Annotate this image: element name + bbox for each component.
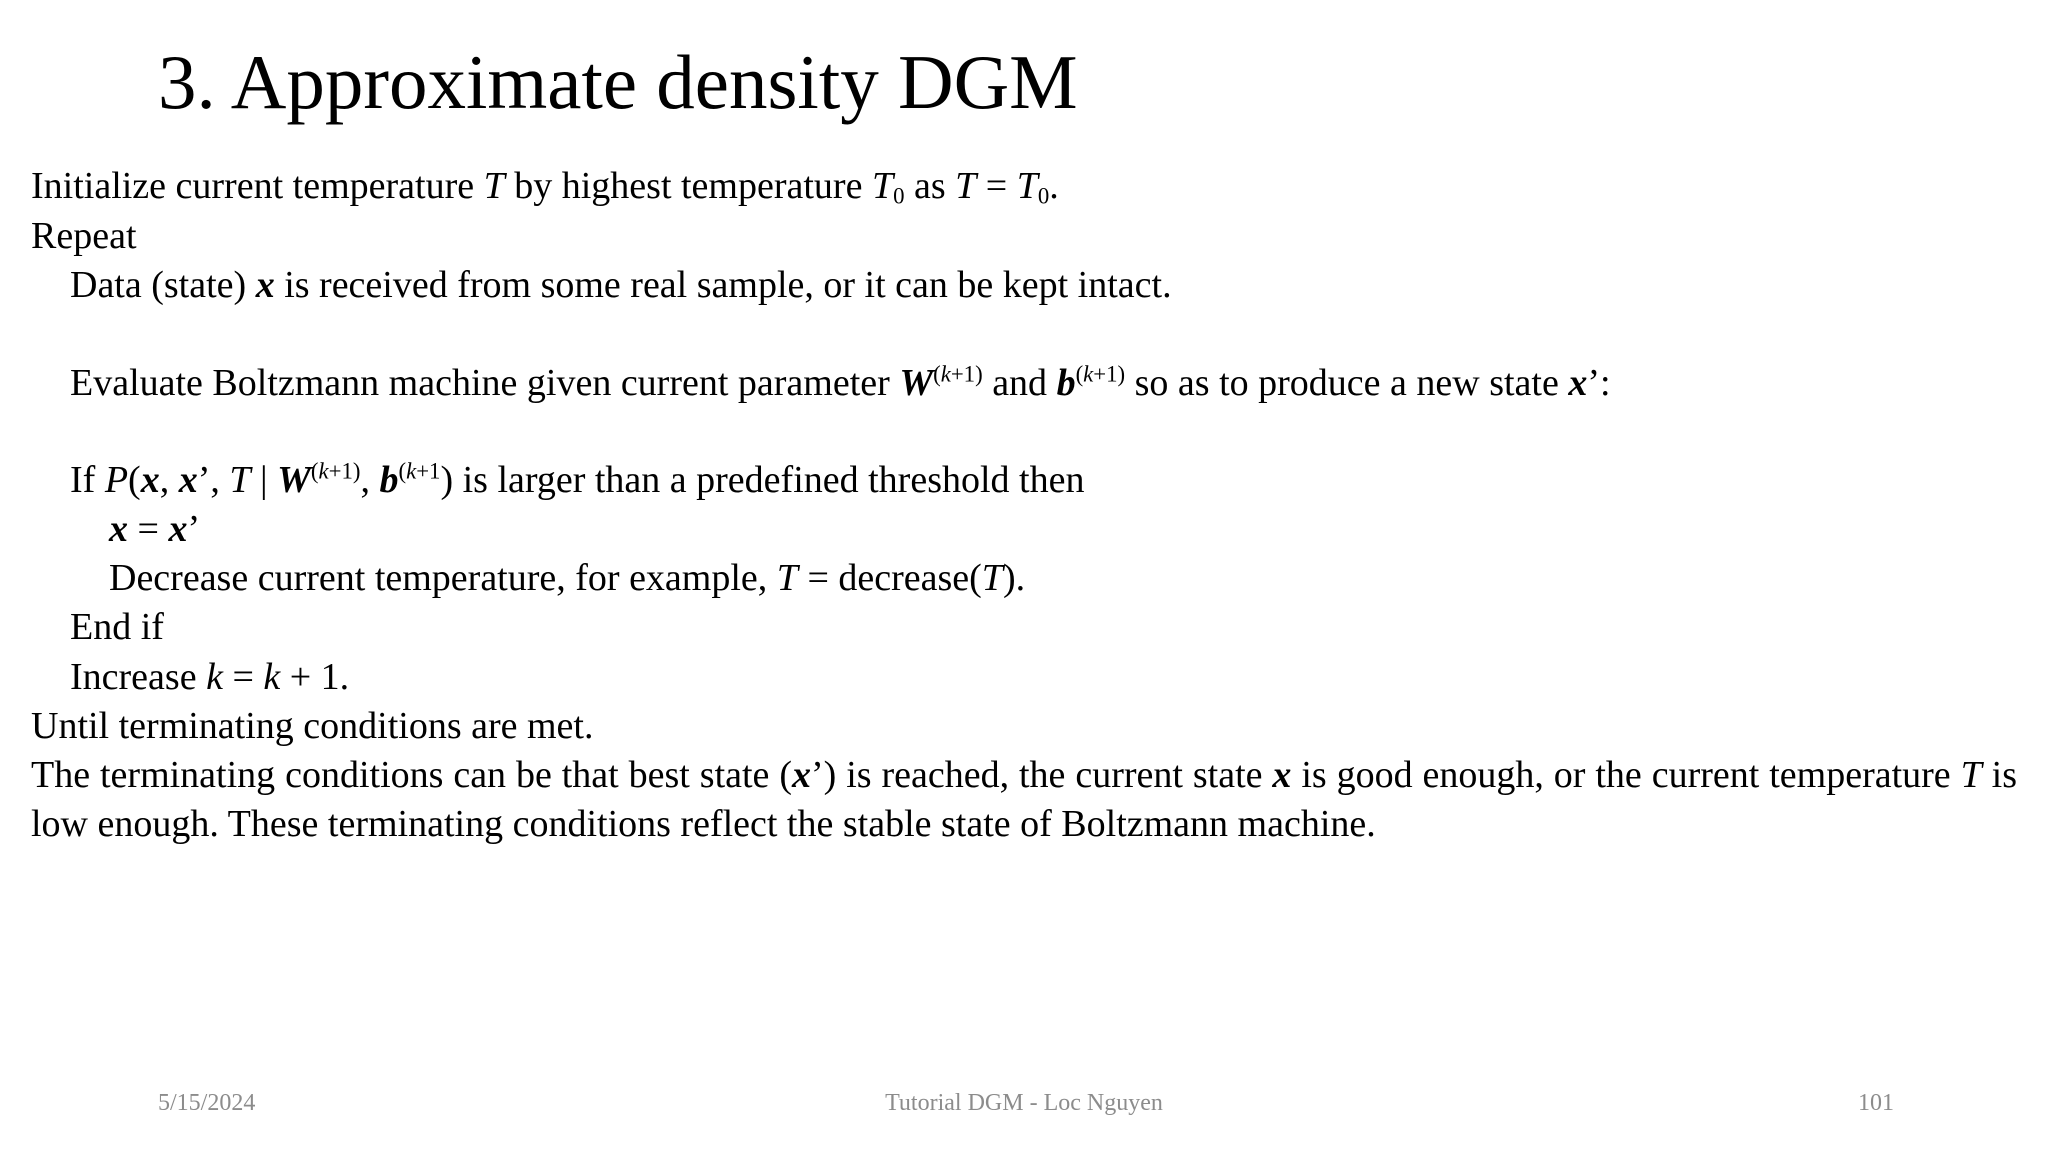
slide-title: 3. Approximate density DGM bbox=[158, 39, 1078, 125]
paragraph-terminating-conditions: The terminating conditions can be that best state (x’) is reached, the current state x is good enough, or the current temperature T is low enough. These terminating conditions reflect the stable state of Boltzmann machine. bbox=[31, 754, 2017, 845]
line-repeat: Repeat bbox=[31, 215, 137, 257]
line-increase-k: Increase k = k + 1. bbox=[70, 656, 350, 698]
line-end-if: End if bbox=[70, 606, 164, 648]
line-evaluate: Evaluate Boltzmann machine given current parameter $W^{(k+1)}$ and $b^{(k+1)}$ so as to produce a new state x’: bbox=[70, 361, 1611, 404]
line-until: Until terminating conditions are met. bbox=[31, 705, 594, 747]
line-initialize: Initialize current temperature T by highest temperature $T_0$ as $T = T_0$. bbox=[31, 165, 1059, 209]
line-if-condition: If P(x, x’, T | $W^{(k+1)}$, $b^{(k+1}$) is larger than a predefined threshold then bbox=[70, 458, 1085, 501]
footer-page-number: 101 bbox=[1858, 1090, 1894, 1116]
footer-date: 5/15/2024 bbox=[158, 1090, 256, 1116]
line-data-state: Data (state) x is received from some real sample, or it can be kept intact. bbox=[70, 264, 1172, 306]
line-assign-x: x = x’ bbox=[109, 508, 201, 550]
line-decrease-temperature: Decrease current temperature, for example, T = decrease(T). bbox=[109, 557, 1026, 599]
footer-title: Tutorial DGM - Loc Nguyen bbox=[885, 1090, 1163, 1116]
